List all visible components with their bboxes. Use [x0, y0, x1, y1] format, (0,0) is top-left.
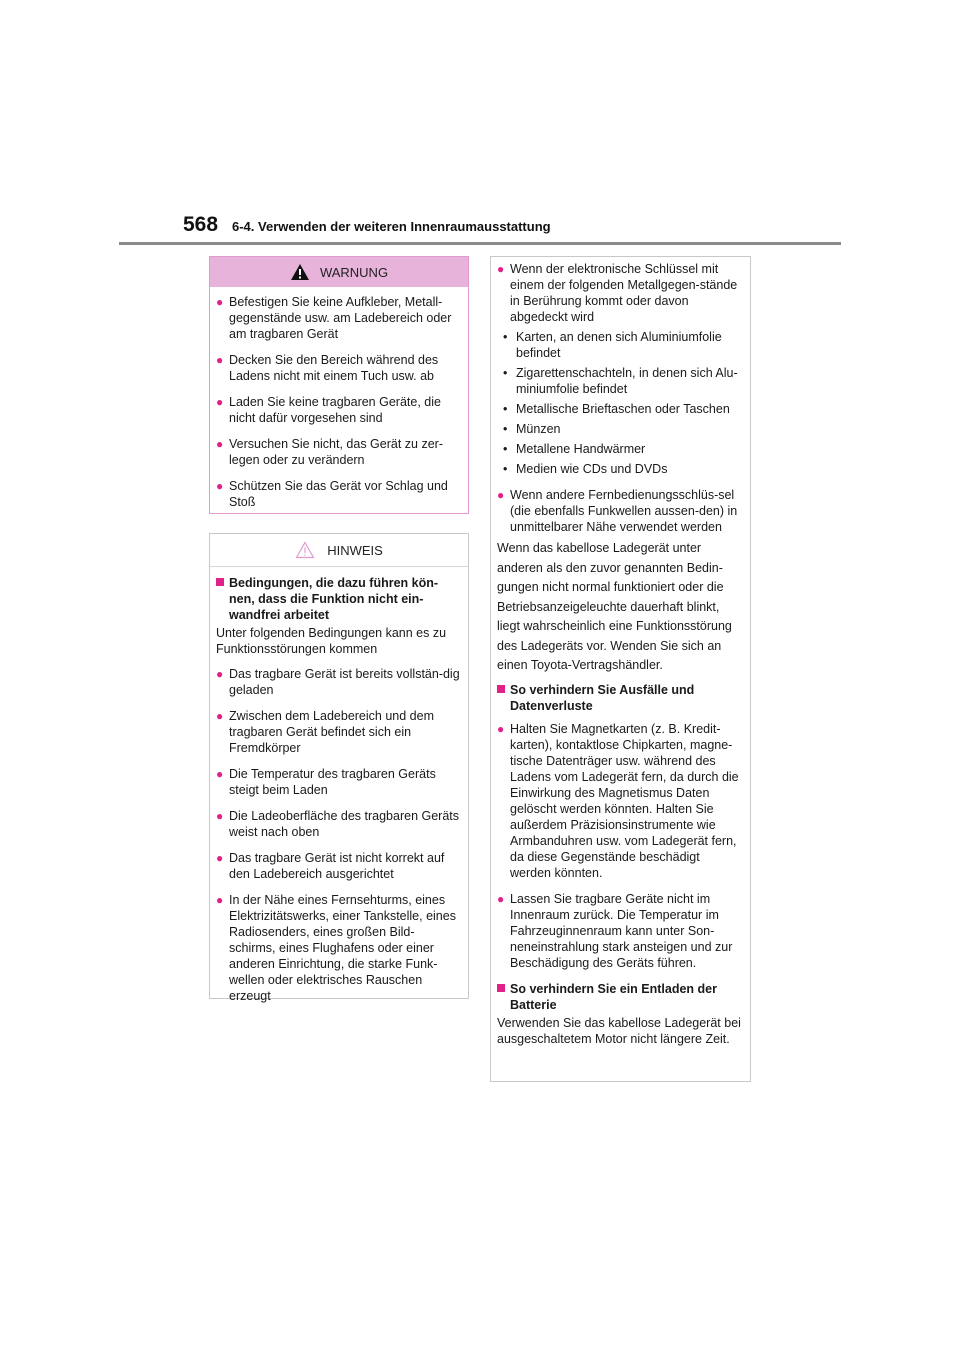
sub-bullet: •: [503, 366, 508, 380]
list-item-text: Versuchen Sie nicht, das Gerät zu zer-legen oder zu verändern: [229, 437, 443, 467]
bullet-icon: ●: [216, 851, 224, 865]
malfunction-paragraph: [497, 539, 743, 676]
note-intro: Unter folgenden Bedingungen kann es zu Funktionsstörungen kommen: [216, 626, 447, 656]
list-item-text: Das tragbare Gerät ist bereits vollstän-dig geladen: [229, 667, 460, 697]
continued-body: [491, 257, 750, 1047]
list-item: [216, 708, 461, 756]
section-heading-text: So verhindern Sie Ausfälle und Datenverluste: [510, 682, 695, 713]
bullet-icon: ●: [216, 395, 224, 409]
sub-bullet: •: [503, 462, 508, 476]
warning-triangle-icon: [290, 263, 310, 281]
note-body: [210, 567, 468, 1004]
paragraph-line: des Ladegeräts vor. Wenden Sie sich an: [497, 638, 722, 653]
paragraph-line: Wenn das kabellose Ladegerät unter: [497, 541, 702, 555]
page-number: 568: [183, 213, 219, 236]
bullet-icon: ●: [497, 488, 505, 502]
list-item-text: Die Ladeoberfläche des tragbaren Geräts weist nach oben: [229, 809, 460, 839]
bullet-icon: ●: [216, 479, 224, 493]
bullet-icon: ●: [216, 893, 224, 907]
list-item-text: Zwischen dem Ladebereich und dem tragbaren Gerät befindet sich ein Fremdkörper: [229, 709, 434, 755]
bullet-icon: ●: [216, 295, 224, 309]
paragraph-line: gungen nicht normal funktioniert oder die: [497, 580, 724, 594]
list-item: [216, 808, 461, 840]
bullet-icon: ●: [216, 809, 224, 823]
list-item-text: Wenn der elektronische Schlüssel mit einem der folgenden Metallgegen-stände in Berührung kommt oder davon abgedeckt wird: [510, 262, 738, 324]
list-item: [216, 352, 461, 384]
section-heading-text: So verhindern Sie ein Entladen der Batterie: [510, 981, 717, 1012]
sub-bullet: •: [503, 402, 508, 416]
sub-item-text: Zigarettenschachteln, in denen sich Alu-miniumfolie befindet: [516, 366, 738, 396]
bullet-icon: ●: [497, 891, 505, 906]
list-item: [216, 294, 461, 342]
paragraph-line: liegt wahrscheinlich eine Funktionsstörung: [497, 619, 732, 633]
list-item: [497, 261, 743, 325]
header-rule: [119, 242, 841, 245]
square-bullet-icon: [216, 575, 229, 623]
warning-title: WARNUNG: [319, 264, 389, 280]
list-item: [216, 850, 461, 882]
list-item-text: In der Nähe eines Fernsehturms, eines Elektrizitätswerks, einer Tankstelle, eines Radiosenders, eines großen Bild-schirms, eines Flughafens oder einer anderen Einrichtung, die starke Funk-wellen oder elektrisches Rauschen erzeugt: [229, 893, 456, 1003]
note-title: HINWEIS: [327, 542, 383, 558]
square-bullet-icon: [497, 682, 510, 714]
list-item-text: Laden Sie keine tragbaren Geräte, die nicht dafür vorgesehen sind: [229, 395, 441, 425]
list-item: [497, 487, 743, 535]
sub-item-text: Metallische Brieftaschen oder Taschen: [516, 402, 730, 416]
note-heading-text: Bedingungen, die dazu führen kön-nen, dass die Funktion nicht ein-wandfrei arbeitet: [229, 576, 439, 622]
note-heading: [216, 575, 461, 623]
list-item-text: Lassen Sie tragbare Geräte nicht im Innenraum zurück. Die Temperatur im Fahrzeuginnenraum kann unter Son-neneinstrahlung stark ansteigen und zur Beschädigung des Geräts führen.: [510, 891, 733, 970]
list-item: [497, 721, 743, 881]
paragraph-line: einen Toyota-Vertragshändler.: [497, 658, 663, 672]
list-item-text: Wenn andere Fernbedienungsschlüs-sel (die ebenfalls Funkwellen aussen-den) in unmittelbarer Nähe verwendet werden: [510, 488, 738, 534]
paragraph-line: anderen als den zuvor genannten Bedin-: [497, 560, 723, 575]
battery-paragraph: Verwenden Sie das kabellose Ladegerät bei ausgeschaltetem Motor nicht längere Zeit.: [497, 1015, 741, 1046]
warning-header: [210, 257, 468, 287]
list-item-text: Befestigen Sie keine Aufkleber, Metall-gegenstände usw. am Ladebereich oder am tragbaren Gerät: [229, 295, 452, 341]
list-item: [216, 436, 461, 468]
sub-item: [503, 365, 743, 397]
list-item: [216, 892, 461, 1004]
list-item: [216, 766, 461, 798]
bullet-icon: ●: [216, 437, 224, 451]
bullet-icon: ●: [216, 667, 224, 681]
continued-box: [490, 256, 751, 1082]
bullet-icon: ●: [216, 767, 224, 781]
warning-body: [210, 287, 468, 510]
sub-item: [503, 421, 743, 437]
bullet-icon: ●: [497, 262, 505, 276]
sub-item-text: Münzen: [516, 422, 561, 436]
warning-box: [209, 256, 469, 514]
note-header: [210, 534, 468, 567]
sub-item-text: Karten, an denen sich Aluminiumfolie befindet: [516, 330, 722, 360]
list-item-text: Die Temperatur des tragbaren Geräts steigt beim Laden: [229, 767, 436, 797]
bullet-icon: ●: [216, 353, 224, 367]
bullet-icon: ●: [497, 721, 505, 736]
caution-outline-icon: [295, 541, 315, 559]
sub-item: [503, 329, 743, 361]
sub-item: [503, 461, 743, 477]
list-item-text: Halten Sie Magnetkarten (z. B. Kredit-karten), kontaktlose Chipkarten, magne-tische Datenträger usw. während des Ladens vom Ladegerät fern, da durch die Einwirkung des Magnetismus Daten gelöscht werden könnten. Halten Sie außerdem Präzisionsinstrumente wie Armbanduhren usw. vom Ladegerät fern, da diese Gegenstände beschädigt werden könnten.: [510, 721, 739, 880]
note-box: [209, 533, 469, 1003]
list-item-text: Decken Sie den Bereich während des Ladens nicht mit einem Tuch usw. ab: [229, 353, 439, 383]
list-item-text: Schützen Sie das Gerät vor Schlag und Stoß: [229, 479, 448, 509]
section-heading: [497, 682, 743, 714]
sub-item: [503, 401, 743, 417]
sub-item-text: Metallene Handwärmer: [516, 442, 646, 456]
sub-bullet: •: [503, 422, 508, 436]
paragraph-line: Betriebsanzeigeleuchte dauerhaft blinkt,: [497, 599, 720, 614]
sub-bullet: •: [503, 442, 508, 456]
square-bullet-icon: [497, 981, 510, 1013]
list-item: [216, 666, 461, 698]
list-item: [216, 394, 461, 426]
list-item: [497, 891, 743, 971]
section-title: 6-4. Verwenden der weiteren Innenraumausstattung: [232, 219, 551, 234]
list-item-text: Das tragbare Gerät ist nicht korrekt auf den Ladebereich ausgerichtet: [229, 851, 445, 881]
section-heading: [497, 981, 743, 1013]
bullet-icon: ●: [216, 709, 224, 723]
list-item: [216, 478, 461, 510]
sub-item-text: Medien wie CDs und DVDs: [516, 462, 668, 476]
sub-bullet: •: [503, 330, 508, 344]
sub-item: [503, 441, 743, 457]
